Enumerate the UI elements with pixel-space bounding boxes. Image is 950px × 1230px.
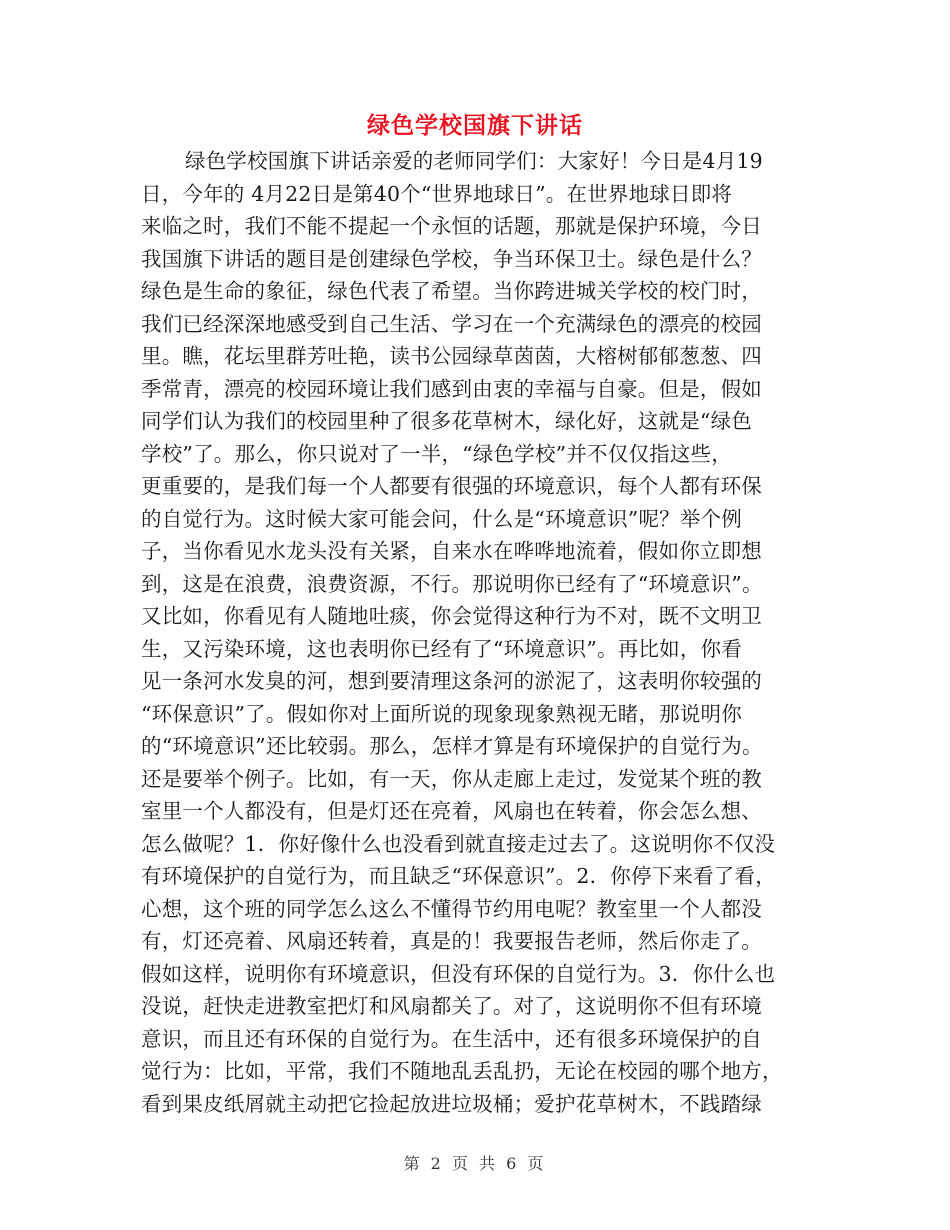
document-title: 绿色学校国旗下讲话	[367, 112, 583, 139]
body-line: 见一条河水发臭的河，想到要清理这条河的淤泥了，这表明你较强的	[141, 669, 762, 693]
body-line: 假如这样，说明你有环境意识，但没有环保的自觉行为。3．你什么也	[141, 961, 776, 986]
body-line: 生，又污染环境，这也表明你已经有了“环境意识”。再比如，你看	[141, 636, 742, 661]
body-line: 绿色是生命的象征，绿色代表了希望。当你跨进城关学校的校门时，	[141, 279, 762, 303]
body-line: 我们已经深深地感受到自己生活、学习在一个充满绿色的漂亮的校园	[141, 311, 762, 336]
body-line: 绿色学校国旗下讲话亲爱的老师同学们：大家好！今日是4月19	[185, 149, 763, 173]
body-line: 来临之时，我们不能不提起一个永恒的话题，那就是保护环境，今日	[141, 214, 762, 238]
body-line: 有环境保护的自觉行为，而且缺乏“环保意识”。2．你停下来看了看，	[141, 864, 776, 888]
body-line: 季常青，漂亮的校园环境让我们感到由衷的幸福与自豪。但是，假如	[141, 376, 762, 401]
body-line: 又比如，你看见有人随地吐痰，你会觉得这种行为不对，既不文明卫	[141, 604, 762, 628]
body-line: 里。瞧，花坛里群芳吐艳，读书公园绿草茵茵，大榕树郁郁葱葱、四	[141, 344, 762, 368]
body-line: 子，当你看见水龙头没有关紧，自来水在哗哗地流着，假如你立即想	[141, 539, 762, 563]
body-line: 日，今年的 4月22日是第40个“世界地球日”。在世界地球日即将	[141, 181, 733, 206]
body-line: 的“环境意识”还比较弱。那么，怎样才算是有环境保护的自觉行为。	[141, 734, 763, 758]
page-number-footer: 第 2 页 共 6 页	[403, 1154, 547, 1173]
body-line: 我国旗下讲话的题目是创建绿色学校，争当环保卫士。绿色是什么？	[141, 246, 762, 271]
body-line: 心想，这个班的同学怎么这么不懂得节约用电呢？教室里一个人都没	[141, 896, 762, 921]
body-line: 怎么做呢？1．你好像什么也没看到就直接走过去了。这说明你不仅没	[141, 831, 776, 856]
body-line: 觉行为：比如，平常，我们不随地乱丢乱扔，无论在校园的哪个地方，	[141, 1059, 783, 1083]
body-line: 看到果皮纸屑就主动把它捡起放进垃圾桶；爱护花草树木，不践踏绿	[141, 1091, 762, 1116]
body-line: 同学们认为我们的校园里种了很多花草树木，绿化好，这就是“绿色	[141, 409, 752, 433]
body-line: 的自觉行为。这时候大家可能会问，什么是“环境意识”呢？举个例	[141, 506, 742, 531]
document-body	[141, 145, 821, 1120]
body-line: 室里一个人都没有，但是灯还在亮着，风扇也在转着，你会怎么想、	[141, 799, 762, 823]
body-line: 更重要的，是我们每一个人都要有很强的环境意识，每个人都有环保	[141, 474, 762, 498]
body-line: 有，灯还亮着、风扇还转着，真是的！我要报告老师，然后你走了。	[141, 929, 762, 953]
body-line: 到，这是在浪费，浪费资源，不行。那说明你已经有了“环境意识”。	[141, 571, 763, 596]
body-line: 还是要举个例子。比如，有一天，你从走廊上走过，发觉某个班的教	[141, 766, 762, 791]
body-line: “环保意识”了。假如你对上面所说的现象现象熟视无睹，那说明你	[141, 701, 742, 726]
body-line: 学校”了。那么，你只说对了一半，“绿色学校”并不仅仅指这些，	[141, 441, 732, 466]
body-line: 意识，而且还有环保的自觉行为。在生活中，还有很多环境保护的自	[141, 1026, 762, 1051]
body-line: 没说，赶快走进教室把灯和风扇都关了。对了，这说明你不但有环境	[141, 994, 762, 1018]
